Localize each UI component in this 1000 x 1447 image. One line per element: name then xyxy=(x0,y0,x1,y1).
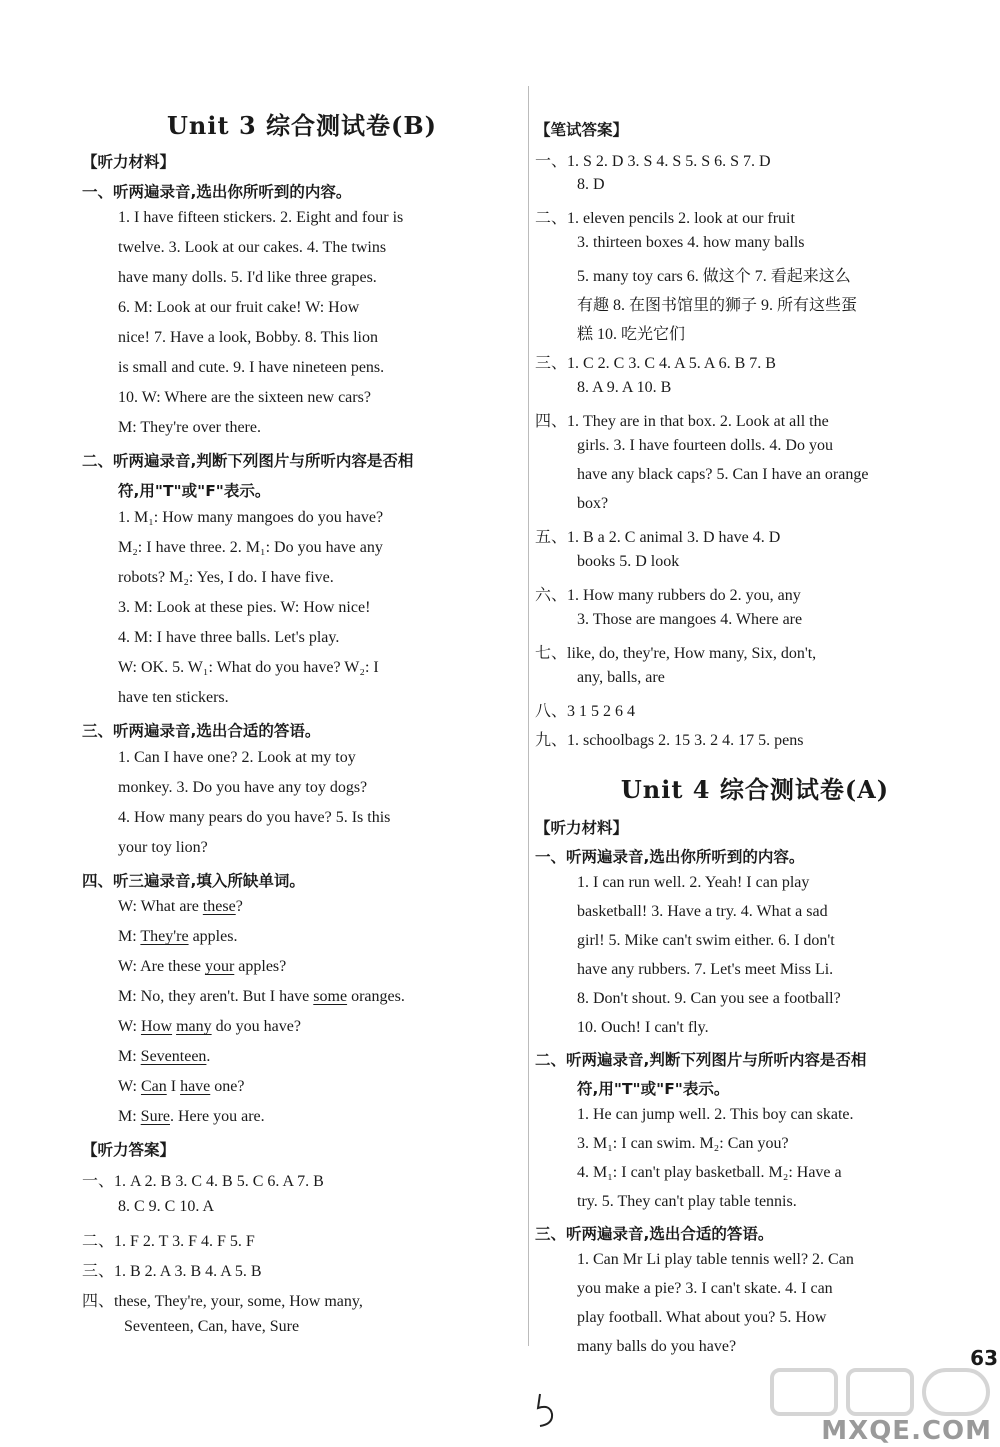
blank-answer: Seventeen xyxy=(140,1048,207,1065)
q2-heading: 二、听两遍录音,判断下列图片与所听内容是否相 xyxy=(82,452,414,470)
r1-line: 1. I can run well. 2. Yeah! I can play xyxy=(577,874,810,891)
q1-line: 1. I have fifteen stickers. 2. Eight and four is xyxy=(118,209,404,226)
r3-line: 1. Can Mr Li play table tennis well? 2. Can xyxy=(577,1251,854,1268)
answer-line: 8. D xyxy=(577,176,605,193)
r2-heading: 符,用"T"或"F"表示。 xyxy=(577,1080,730,1098)
answer-line: Seventeen, Can, have, Sure xyxy=(124,1318,300,1335)
answer-line: 8. C 9. C 10. A xyxy=(118,1198,215,1215)
answer-line: books 5. D look xyxy=(577,553,680,570)
r3-line: play football. What about you? 5. How xyxy=(577,1309,827,1326)
answer-line: 四、1. They are in that box. 2. Look at all the xyxy=(535,413,829,430)
answer-line: 四、these, They're, your, some, How many, xyxy=(82,1293,363,1310)
q4-dialogue-line: M: Seventeen. xyxy=(118,1048,211,1065)
q4-dialogue-line: W: How many do you have? xyxy=(118,1018,301,1035)
q3-heading: 三、听两遍录音,选出合适的答语。 xyxy=(82,722,321,740)
blank-answer: your xyxy=(204,958,235,975)
section-listening-material: 【听力材料】 xyxy=(82,153,176,171)
answer-line: 二、1. F 2. T 3. F 4. F 5. F xyxy=(82,1233,255,1250)
answer-line: any, balls, are xyxy=(577,669,665,686)
q1-line: nice! 7. Have a look, Bobby. 8. This lion xyxy=(118,329,378,346)
r1-line: have any rubbers. 7. Let's meet Miss Li. xyxy=(577,961,834,978)
q1-line: have many dolls. 5. I'd like three grapes. xyxy=(118,269,377,286)
q4-dialogue-line: M: No, they aren't. But I have some oranges. xyxy=(118,988,405,1005)
answer-line: 七、like, do, they're, How many, Six, don't, xyxy=(535,645,817,662)
q1-line: twelve. 3. Look at our cakes. 4. The twins xyxy=(118,239,387,256)
q3-line: your toy lion? xyxy=(118,839,208,856)
handwritten-mark-icon xyxy=(532,1390,562,1430)
q2-heading: 符,用"T"或"F"表示。 xyxy=(118,482,271,500)
answer-line: 五、1. B a 2. C animal 3. D have 4. D xyxy=(535,529,781,546)
q3-line: 4. How many pears do you have? 5. Is this xyxy=(118,809,391,826)
r2-line: 4. M₁: I can't play basketball. M₂: Have a xyxy=(577,1164,842,1181)
r1-heading: 一、听两遍录音,选出你所听到的内容。 xyxy=(535,848,805,866)
q2-line: 4. M: I have three balls. Let's play. xyxy=(118,629,340,646)
r3-line: you make a pie? 3. I can't skate. 4. I can xyxy=(577,1280,833,1297)
r1-line: 10. Ouch! I can't fly. xyxy=(577,1019,709,1036)
q1-line: is small and cute. 9. I have nineteen pens. xyxy=(118,359,385,376)
q4-dialogue-line: W: Are these your apples? xyxy=(118,958,287,975)
answer-line: 糕 10. 吃光它们 xyxy=(577,326,686,343)
q2-line: robots? M₂: Yes, I do. I have five. xyxy=(118,569,334,586)
q3-line: monkey. 3. Do you have any toy dogs? xyxy=(118,779,368,796)
q1-line: 10. W: Where are the sixteen new cars? xyxy=(118,389,371,406)
answer-line: 六、1. How many rubbers do 2. you, any xyxy=(535,587,801,604)
blank-answer: some xyxy=(313,988,348,1005)
blank-answer: Sure xyxy=(140,1108,170,1125)
answer-line: have any black caps? 5. Can I have an orange xyxy=(577,466,869,483)
answer-line: 二、1. eleven pencils 2. look at our fruit xyxy=(535,210,795,227)
column-divider xyxy=(528,86,529,1346)
answer-line: 三、1. B 2. A 3. B 4. A 5. B xyxy=(82,1263,262,1280)
q4-dialogue-line: W: What are these? xyxy=(118,898,243,915)
q4-heading: 四、听三遍录音,填入所缺单词。 xyxy=(82,872,305,890)
r1-line: basketball! 3. Have a try. 4. What a sad xyxy=(577,903,828,920)
blank-answer: many xyxy=(176,1018,212,1035)
answer-line: 3. Those are mangoes 4. Where are xyxy=(577,611,803,628)
section-written-answers: 【笔试答案】 xyxy=(535,121,629,139)
q1-line: M: They're over there. xyxy=(118,419,261,436)
answer-line: 一、1. A 2. B 3. C 4. B 5. C 6. A 7. B xyxy=(82,1173,324,1190)
blank-answer: They're xyxy=(140,928,189,945)
q3-line: 1. Can I have one? 2. Look at my toy xyxy=(118,749,356,766)
answer-line: 3. thirteen boxes 4. how many balls xyxy=(577,234,805,251)
q1-line: 6. M: Look at our fruit cake! W: How xyxy=(118,299,360,316)
q4-dialogue-line: W: Can I have one? xyxy=(118,1078,245,1095)
unit3-title: Unit 3 综合测试卷(B) xyxy=(167,111,437,140)
answer-line: box? xyxy=(577,495,609,512)
r2-heading: 二、听两遍录音,判断下列图片与所听内容是否相 xyxy=(535,1051,867,1069)
r3-heading: 三、听两遍录音,选出合适的答语。 xyxy=(535,1225,774,1243)
answer-line: 三、1. C 2. C 3. C 4. A 5. A 6. B 7. B xyxy=(535,355,776,372)
blank-answer: How xyxy=(140,1018,173,1035)
answer-line: girls. 3. I have fourteen dolls. 4. Do you xyxy=(577,437,833,454)
answer-line: 八、3 1 5 2 6 4 xyxy=(535,703,636,720)
answer-line: 8. A 9. A 10. B xyxy=(577,379,672,396)
r1-line: 8. Don't shout. 9. Can you see a football? xyxy=(577,990,841,1007)
blank-answer: have xyxy=(180,1078,211,1095)
blank-answer: these xyxy=(202,898,236,915)
r1-line: girl! 5. Mike can't swim either. 6. I don't xyxy=(577,932,835,949)
page-number: 63 xyxy=(970,1346,998,1370)
q2-line: 1. M₁: How many mangoes do you have? xyxy=(118,509,384,526)
q4-dialogue-line: M: Sure. Here you are. xyxy=(118,1108,265,1125)
r3-line: many balls do you have? xyxy=(577,1338,737,1355)
answer-line: 一、1. S 2. D 3. S 4. S 5. S 6. S 7. D xyxy=(535,153,771,170)
watermark-text: MXQE.COM xyxy=(821,1416,992,1446)
q2-line: 3. M: Look at these pies. W: How nice! xyxy=(118,599,371,616)
section-listening-answers: 【听力答案】 xyxy=(82,1141,176,1159)
q1-heading: 一、听两遍录音,选出你所听到的内容。 xyxy=(82,183,352,201)
answer-line: 5. many toy cars 6. 做这个 7. 看起来这么 xyxy=(577,268,851,285)
q4-dialogue-line: M: They're apples. xyxy=(118,928,238,945)
q2-line: M₂: I have three. 2. M₁: Do you have any xyxy=(118,539,383,556)
answer-line: 有趣 8. 在图书馆里的狮子 9. 所有这些蛋 xyxy=(577,297,858,314)
blank-answer: Can xyxy=(140,1078,167,1095)
r2-line: 1. He can jump well. 2. This boy can skate. xyxy=(577,1106,854,1123)
r2-line: try. 5. They can't play table tennis. xyxy=(577,1193,797,1210)
unit4-title: Unit 4 综合测试卷(A) xyxy=(620,775,890,804)
r2-line: 3. M₁: I can swim. M₂: Can you? xyxy=(577,1135,789,1152)
q2-line: have ten stickers. xyxy=(118,689,229,706)
section-listening-material: 【听力材料】 xyxy=(535,819,629,837)
answer-line: 九、1. schoolbags 2. 15 3. 2 4. 17 5. pens xyxy=(535,732,804,749)
q2-line: W: OK. 5. W₁: What do you have? W₂: I xyxy=(118,659,379,676)
